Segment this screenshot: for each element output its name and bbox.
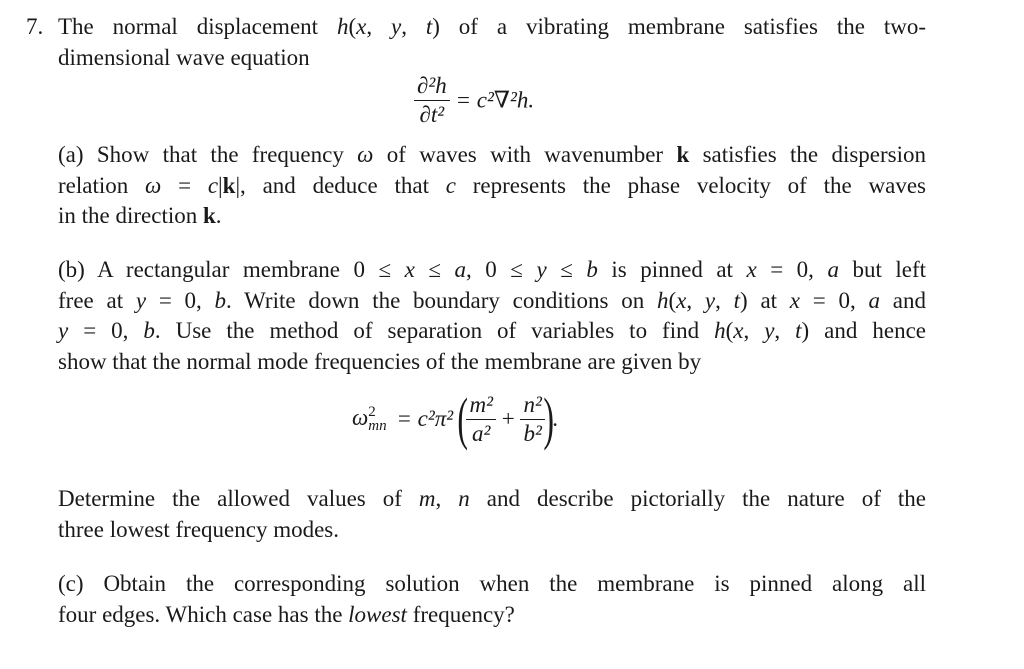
question-number: 7. bbox=[26, 14, 44, 39]
part-a-line-3: in the direction k. bbox=[58, 203, 222, 228]
intro-line-1: The normal displacement h(x, y, t) of a vibrating membrane satisfies the two- bbox=[58, 14, 926, 39]
part-a-line-2: relation ω = c|k|, and deduce that c represents the phase velocity of the waves bbox=[58, 172, 926, 198]
wave-equation bbox=[414, 72, 534, 129]
wave-equation-numerator: ∂²h bbox=[414, 72, 450, 101]
wave-equation-fraction bbox=[414, 72, 450, 129]
n-over-b-fraction bbox=[520, 391, 544, 448]
m-over-a-fraction bbox=[466, 391, 496, 448]
part-c-line-1: (c) Obtain the corresponding solution when the membrane is pinned along all bbox=[58, 571, 926, 596]
part-c-line-2: four edges. Which case has the lowest frequency? bbox=[58, 601, 515, 627]
intro-line-2: dimensional wave equation bbox=[58, 44, 310, 70]
part-c-paragraph bbox=[58, 569, 926, 630]
plus-sign: + bbox=[501, 406, 515, 431]
wave-equation-denominator: ∂t² bbox=[419, 102, 445, 127]
frac2-numerator: n² bbox=[520, 391, 544, 420]
part-b-followup-paragraph bbox=[58, 484, 926, 545]
right-parenthesis: ) bbox=[543, 386, 554, 451]
part-a-paragraph bbox=[58, 140, 926, 232]
intro-paragraph bbox=[58, 12, 926, 73]
equation-period: . bbox=[552, 406, 558, 431]
wave-equation-rhs: = c²∇²h. bbox=[455, 87, 535, 113]
part-b-line-4: show that the normal mode frequencies of the membrane are given by bbox=[58, 348, 702, 374]
frac2-denominator: b² bbox=[523, 420, 542, 446]
mode-equation-coefficient: = c²π² bbox=[396, 406, 454, 431]
part-b-line-1: (b) A rectangular membrane 0 ≤ x ≤ a, 0 ≤ y ≤ b is pinned at x = 0, a but left bbox=[58, 257, 927, 282]
part-b-followup-line-2: three lowest frequency modes. bbox=[58, 516, 340, 542]
part-b-followup-line-1: Determine the allowed values of m, n and describe pictorially the nature of the bbox=[58, 486, 927, 511]
part-a-line-1: (a) Show that the frequency ω of waves with wavenumber k satisfies the dispersion bbox=[58, 142, 927, 167]
frac1-denominator: a² bbox=[472, 420, 491, 446]
frac1-numerator: m² bbox=[466, 391, 496, 420]
left-parenthesis: ( bbox=[457, 386, 469, 451]
part-b-line-3: y = 0, b. Use the method of separation of variables to find h(x, y, t) and hence bbox=[58, 318, 926, 343]
part-b-paragraph bbox=[58, 255, 926, 377]
part-b-line-2: free at y = 0, b. Write down the boundary conditions on h(x, y, t) at x = 0, a and bbox=[58, 287, 926, 313]
omega-mn-squared: ω 2 mn bbox=[352, 404, 387, 435]
mode-frequency-equation bbox=[352, 386, 558, 451]
